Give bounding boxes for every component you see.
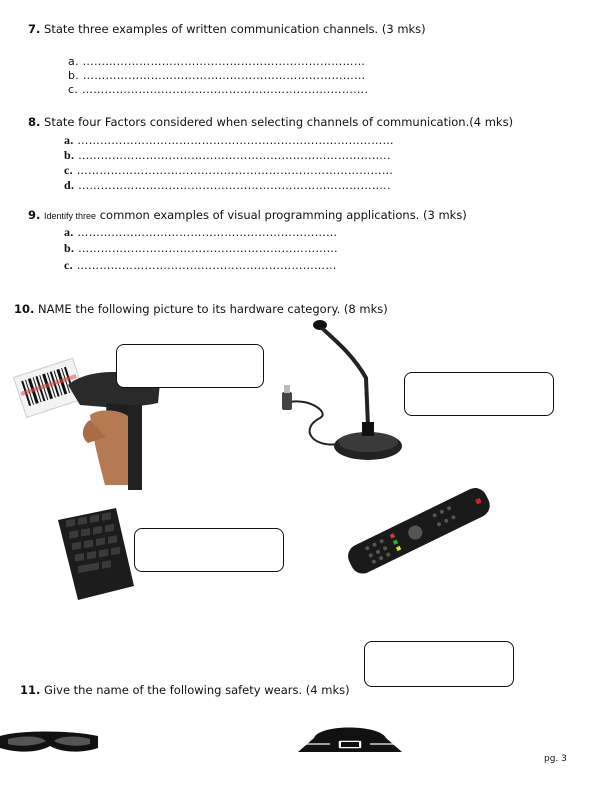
q9-answer-a xyxy=(64,225,337,240)
q10-number: 10. xyxy=(14,302,35,316)
page-number: pg. 3 xyxy=(544,754,567,764)
safety-answer-box[interactable] xyxy=(364,641,514,687)
q10-text: NAME the following picture to its hardware category. (8 mks) xyxy=(38,302,388,316)
q7-number: 7. xyxy=(28,22,41,36)
q8-label-d: d. xyxy=(64,178,75,192)
q9-answer-b xyxy=(64,241,338,256)
scanner-answer-box[interactable] xyxy=(116,344,264,388)
safety-goggles-image xyxy=(0,726,100,756)
q11-heading xyxy=(20,683,350,697)
q9-label-a: a. xyxy=(64,225,74,239)
q7-answer-a xyxy=(68,55,365,68)
q8-number: 8. xyxy=(28,115,41,129)
numeric-keypad-image xyxy=(56,508,136,600)
q9-number: 9. xyxy=(28,208,41,222)
q9-text: common examples of visual programming applications. (3 mks) xyxy=(96,208,467,222)
microphone-answer-box[interactable] xyxy=(404,372,554,416)
q9-dots-b: …………………………………………………………… xyxy=(78,242,338,255)
q8-label-b: b. xyxy=(64,148,75,162)
q7-heading xyxy=(28,22,426,36)
q7-text: State three examples of written communication channels. (3 mks) xyxy=(44,22,426,36)
q7-answer-c xyxy=(68,83,368,96)
q9-answer-c xyxy=(64,258,337,273)
q8-dots-a: ………………………………………………………………………… xyxy=(77,134,394,147)
q9-dots-a: …………………………………………………………… xyxy=(77,226,338,239)
q8-answer-b xyxy=(64,148,391,163)
q7-answer-b xyxy=(68,69,365,82)
q8-text: State four Factors considered when selecting channels of communication.(4 mks) xyxy=(44,115,514,129)
q10-heading xyxy=(14,302,388,316)
q8-label-a: a. xyxy=(64,133,74,147)
q9-label-b: b. xyxy=(64,241,75,255)
q7-dots-c: …………………………………………………………………. xyxy=(81,83,369,96)
q7-label-a: a. xyxy=(68,55,79,68)
q8-dots-c: ………………………………………………………………………… xyxy=(76,164,394,177)
q9-heading xyxy=(28,208,467,222)
q9-dots-c: …………………………………………………………… xyxy=(76,259,337,272)
q8-dots-b: ……………………………………………………………………….. xyxy=(78,149,391,162)
microphone-image xyxy=(270,318,420,468)
q8-answer-a xyxy=(64,133,394,148)
q8-label-c: c. xyxy=(64,163,73,177)
q8-answer-c xyxy=(64,163,393,178)
remote-control-image xyxy=(344,484,492,574)
q7-dots-b: ………………………………………………………………… xyxy=(82,69,366,82)
face-shield-image xyxy=(294,718,406,756)
q7-label-c: c. xyxy=(68,83,79,96)
q8-heading xyxy=(28,115,513,129)
q11-number: 11. xyxy=(20,683,41,697)
q9-prefix: Identify three xyxy=(44,211,97,221)
q9-label-c: c. xyxy=(64,258,73,272)
q7-label-b: b. xyxy=(68,69,80,82)
q7-dots-a: ………………………………………………………………… xyxy=(82,55,366,68)
q11-text: Give the name of the following safety wears. (4 mks) xyxy=(44,683,350,697)
q8-dots-d: ……………………………………………………………………….. xyxy=(78,179,391,192)
q8-answer-d xyxy=(64,178,391,193)
keypad-answer-box[interactable] xyxy=(134,528,284,572)
